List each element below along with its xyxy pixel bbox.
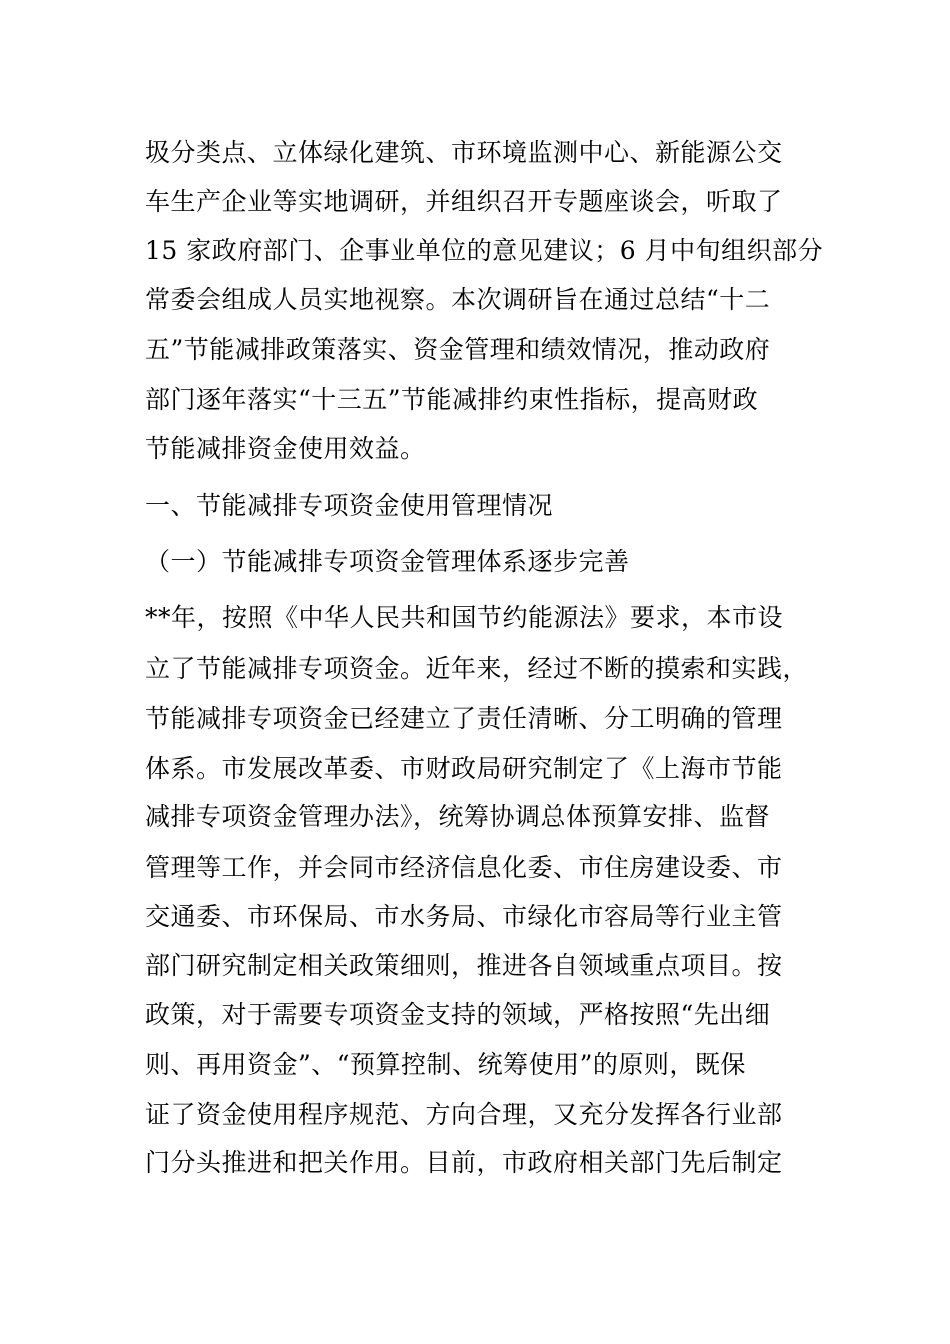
body-text-line: 15 家政府部门、企事业单位的意见建议；6 月中旬组织部分 (145, 236, 824, 265)
body-text-line: 证了资金使用程序规范、方向合理，又充分发挥各行业部 (145, 1100, 783, 1129)
body-text-line: 节能减排资金使用效益。 (145, 434, 426, 463)
body-text-line: 常委会组成人员实地视察。本次调研旨在通过总结“十二 (145, 285, 771, 314)
body-text-line: 则、再用资金”、“预算控制、统筹使用”的原则，既保 (145, 1050, 746, 1079)
body-text-line: 部门逐年落实“十三五”节能减排约束性指标，提高财政 (145, 385, 759, 414)
body-text-line: 门分头推进和把关作用。目前，市政府相关部门先后制定 (145, 1148, 783, 1177)
subsection-heading: （一）节能减排专项资金管理体系逐步完善 (145, 547, 630, 576)
body-text-line: 圾分类点、立体绿化建筑、市环境监测中心、新能源公交 (145, 138, 783, 167)
section-heading: 一、节能减排专项资金使用管理情况 (145, 491, 554, 520)
body-text-line: 节能减排专项资金已经建立了责任清晰、分工明确的管理 (145, 704, 783, 733)
body-text-line: **年，按照《中华人民共和国节约能源法》要求，本市设 (145, 603, 784, 632)
body-text-line: 车生产企业等实地调研，并组织召开专题座谈会，听取了 (145, 187, 783, 216)
body-text-line: 管理等工作，并会同市经济信息化委、市住房建设委、市 (145, 853, 783, 882)
body-text-line: 部门研究制定相关政策细则，推进各自领域重点项目。按 (145, 951, 783, 980)
body-text-line: 五”节能减排政策落实、资金管理和绩效情况，推动政府 (145, 335, 771, 364)
body-text-line: 体系。市发展改革委、市财政局研究制定了《上海市节能 (145, 754, 783, 783)
body-text-line: 立了节能减排专项资金。近年来，经过不断的摸索和实践， (145, 654, 809, 683)
body-text-line: 减排专项资金管理办法》，统筹协调总体预算安排、监督 (145, 802, 771, 831)
body-text-line: 政策，对于需要专项资金支持的领域，严格按照“先出细 (145, 1000, 771, 1029)
body-text-line: 交通委、市环保局、市水务局、市绿化市容局等行业主管 (145, 902, 783, 931)
